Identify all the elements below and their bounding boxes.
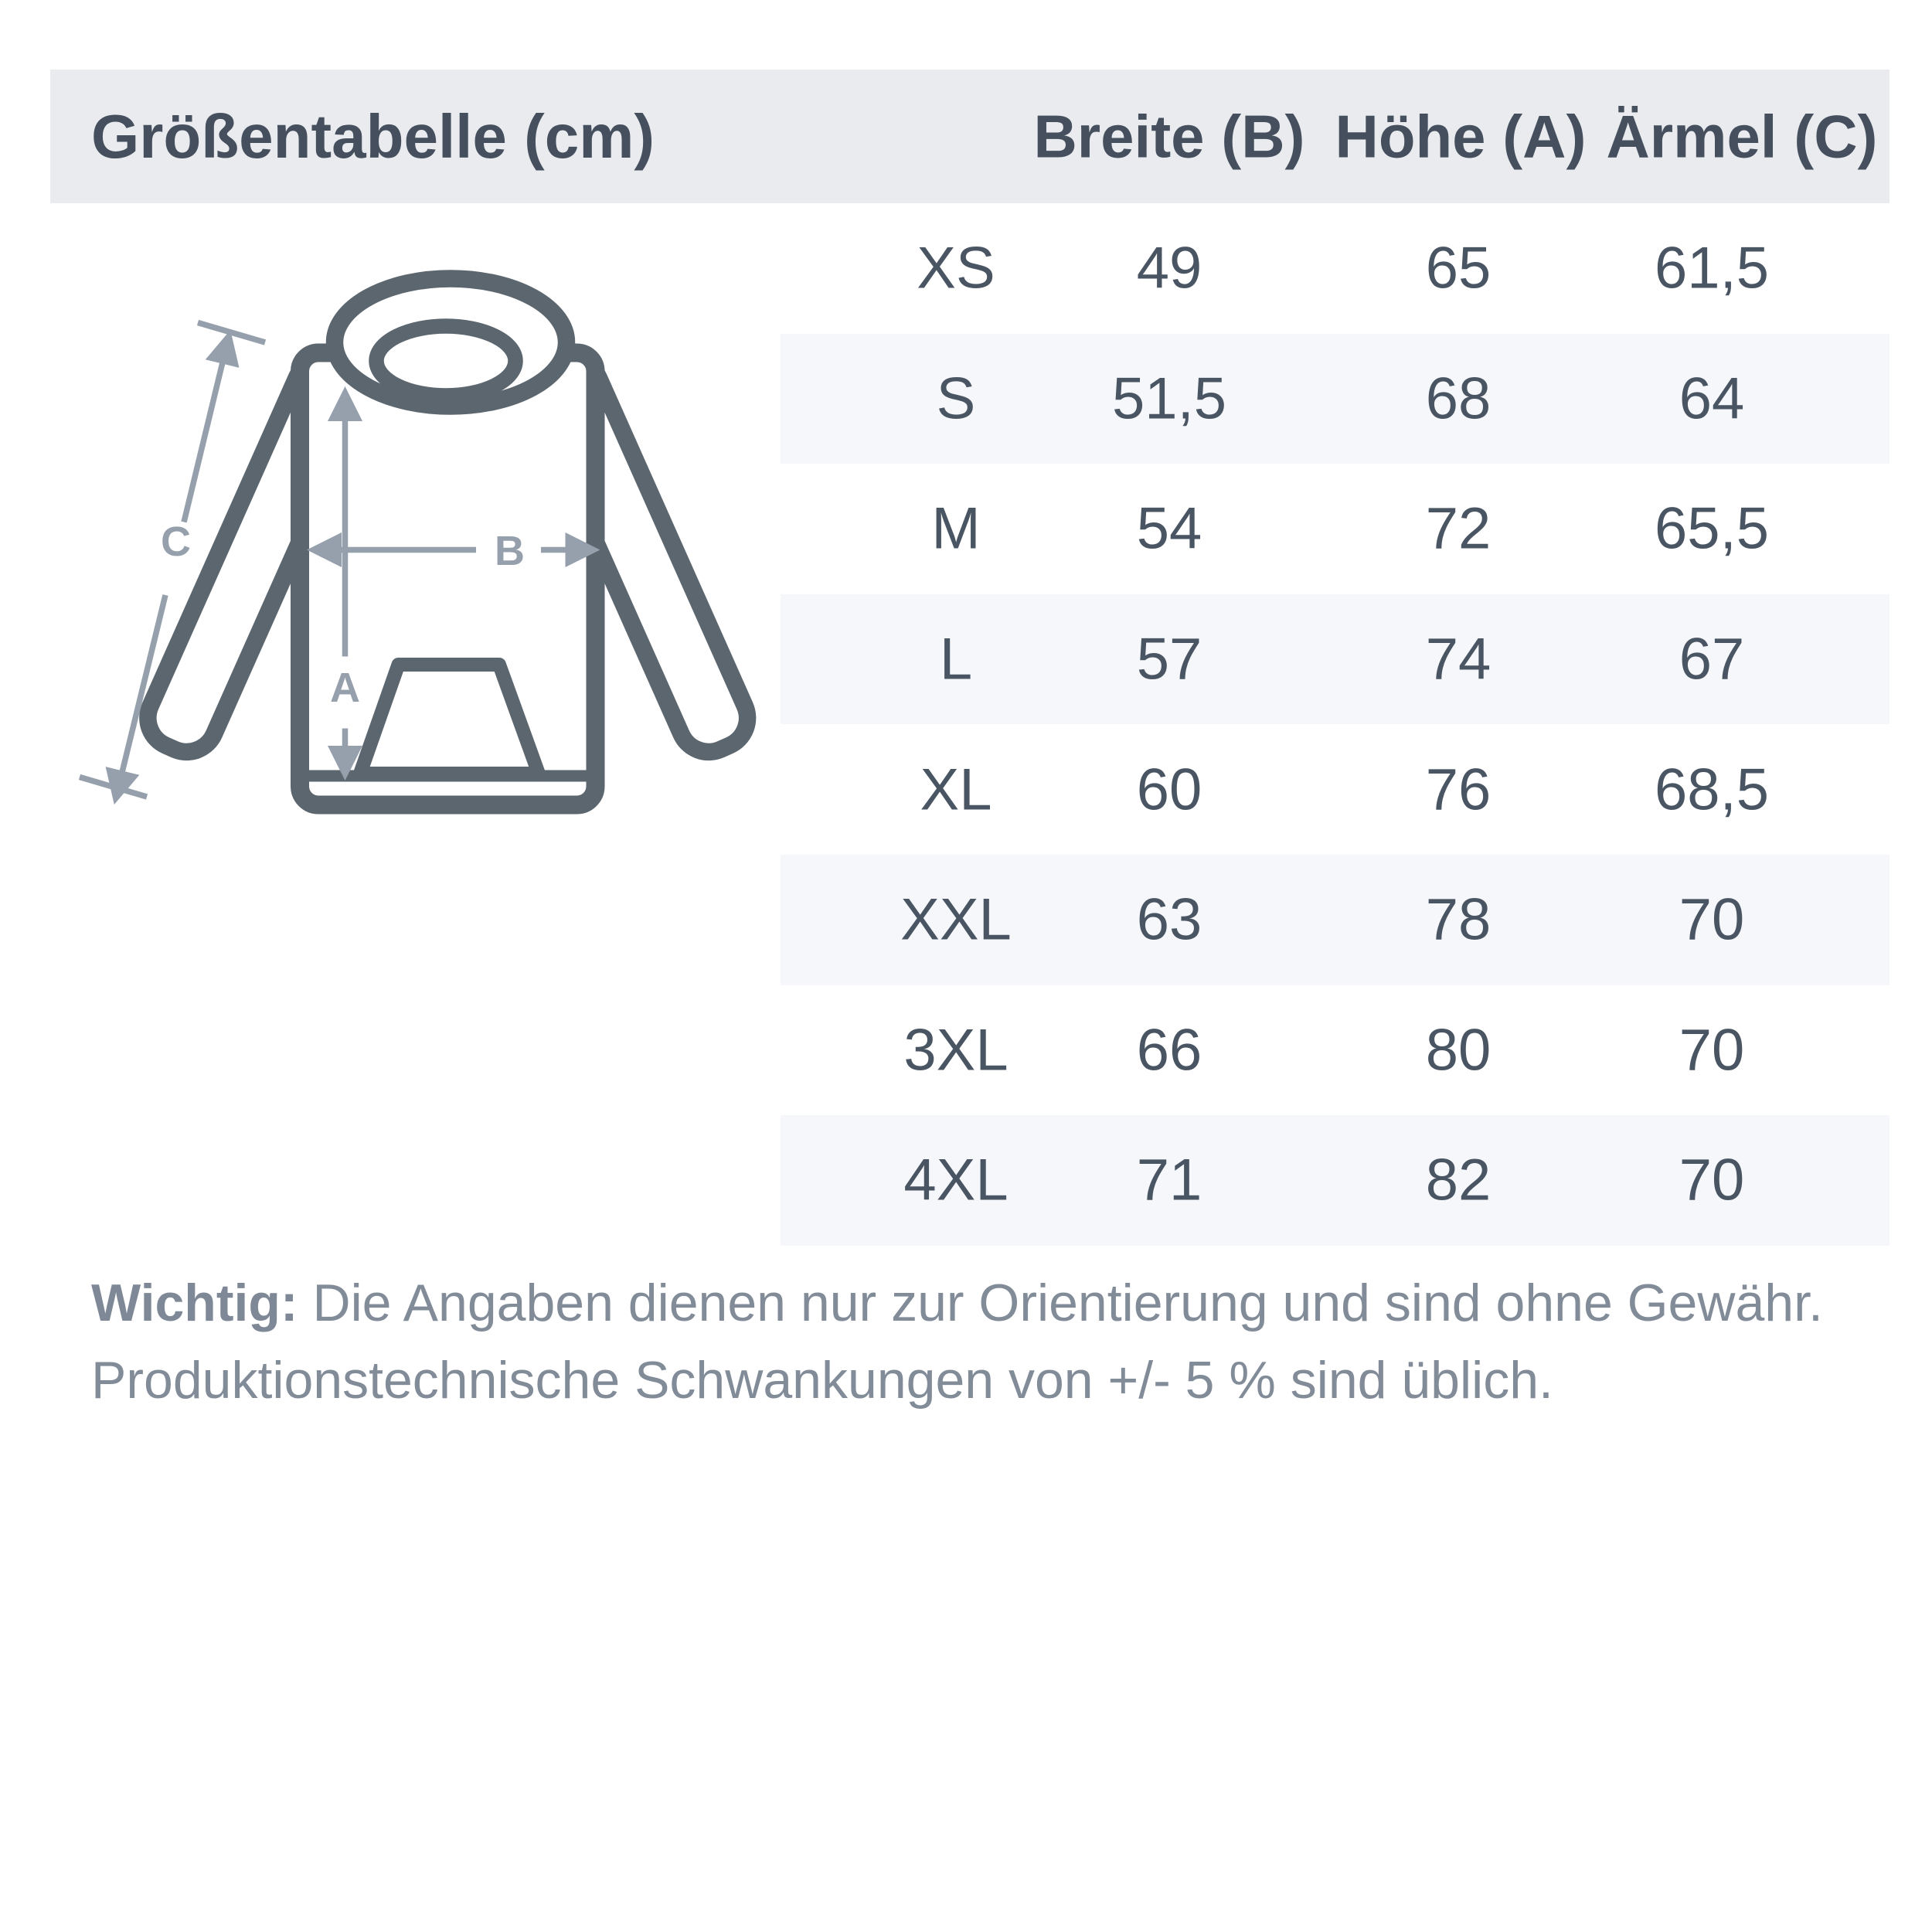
size-label: 4XL	[903, 1147, 1009, 1213]
column-header-breite: Breite (B)	[1033, 102, 1305, 170]
table-row-3xl	[781, 985, 1889, 1116]
breite-value: 54	[1136, 495, 1202, 562]
breite-value: 49	[1136, 235, 1202, 301]
size-label: L	[939, 626, 973, 692]
column-header-aermel: Ärmel (C)	[1606, 102, 1878, 170]
hoehe-value: 68	[1425, 366, 1492, 432]
table-row-xl	[781, 724, 1889, 855]
hoehe-value: 72	[1425, 495, 1492, 562]
label-b: B	[495, 528, 525, 574]
size-label: XL	[920, 757, 992, 823]
aermel-value: 68,5	[1655, 757, 1769, 823]
page-title: Größentabelle (cm)	[91, 101, 655, 171]
aermel-value: 70	[1679, 1147, 1745, 1213]
disclaimer-prefix: Wichtig:	[91, 1274, 298, 1332]
table-row-s	[781, 334, 1889, 464]
aermel-value: 65,5	[1655, 495, 1769, 562]
aermel-value: 61,5	[1655, 235, 1769, 301]
hoehe-value: 74	[1425, 626, 1492, 692]
hoehe-value: 65	[1425, 235, 1492, 301]
size-label: XXL	[900, 886, 1012, 953]
size-table	[781, 203, 1889, 1246]
table-header-band	[50, 70, 1889, 203]
aermel-value: 64	[1679, 366, 1745, 432]
disclaimer-line-1	[91, 1264, 1861, 1342]
aermel-value: 67	[1679, 626, 1745, 692]
breite-value: 63	[1136, 886, 1202, 953]
hoodie-diagram-svg	[68, 257, 787, 836]
column-header-hoehe: Höhe (A)	[1335, 102, 1587, 170]
size-label: 3XL	[903, 1017, 1009, 1083]
disclaimer-line-2: Produktionstechnische Schwankungen von +/- 5 % sind üblich.	[91, 1351, 1553, 1410]
hoehe-value: 82	[1425, 1147, 1492, 1213]
breite-value: 71	[1136, 1147, 1202, 1213]
hoehe-value: 80	[1425, 1017, 1492, 1083]
hood-inner-icon	[376, 326, 515, 396]
breite-value: 60	[1136, 757, 1202, 823]
size-label: XS	[917, 235, 995, 301]
hoehe-value: 76	[1425, 757, 1492, 823]
size-label: M	[931, 495, 981, 562]
pocket-outline	[360, 665, 539, 774]
c-end-tick-bottom	[80, 777, 147, 798]
aermel-value: 70	[1679, 1017, 1745, 1083]
table-row-xxl	[781, 855, 1889, 985]
table-row-m	[781, 464, 1889, 594]
size-label: S	[936, 366, 976, 432]
hoodie-measurement-diagram	[68, 257, 787, 836]
disclaimer-line-1-text: Die Angaben dienen nur zur Orientierung und sind ohne Gewähr.	[312, 1274, 1823, 1332]
label-c: C	[161, 519, 191, 565]
breite-value: 57	[1136, 626, 1202, 692]
aermel-value: 70	[1679, 886, 1745, 953]
table-row-xs	[781, 203, 1889, 334]
breite-value: 66	[1136, 1017, 1202, 1083]
table-row-l	[781, 594, 1889, 725]
breite-value: 51,5	[1112, 366, 1226, 432]
hoehe-value: 78	[1425, 886, 1492, 953]
label-a: A	[330, 665, 360, 711]
c-end-tick-top	[198, 323, 265, 343]
disclaimer-note	[91, 1264, 1861, 1419]
table-row-4xl	[781, 1115, 1889, 1246]
